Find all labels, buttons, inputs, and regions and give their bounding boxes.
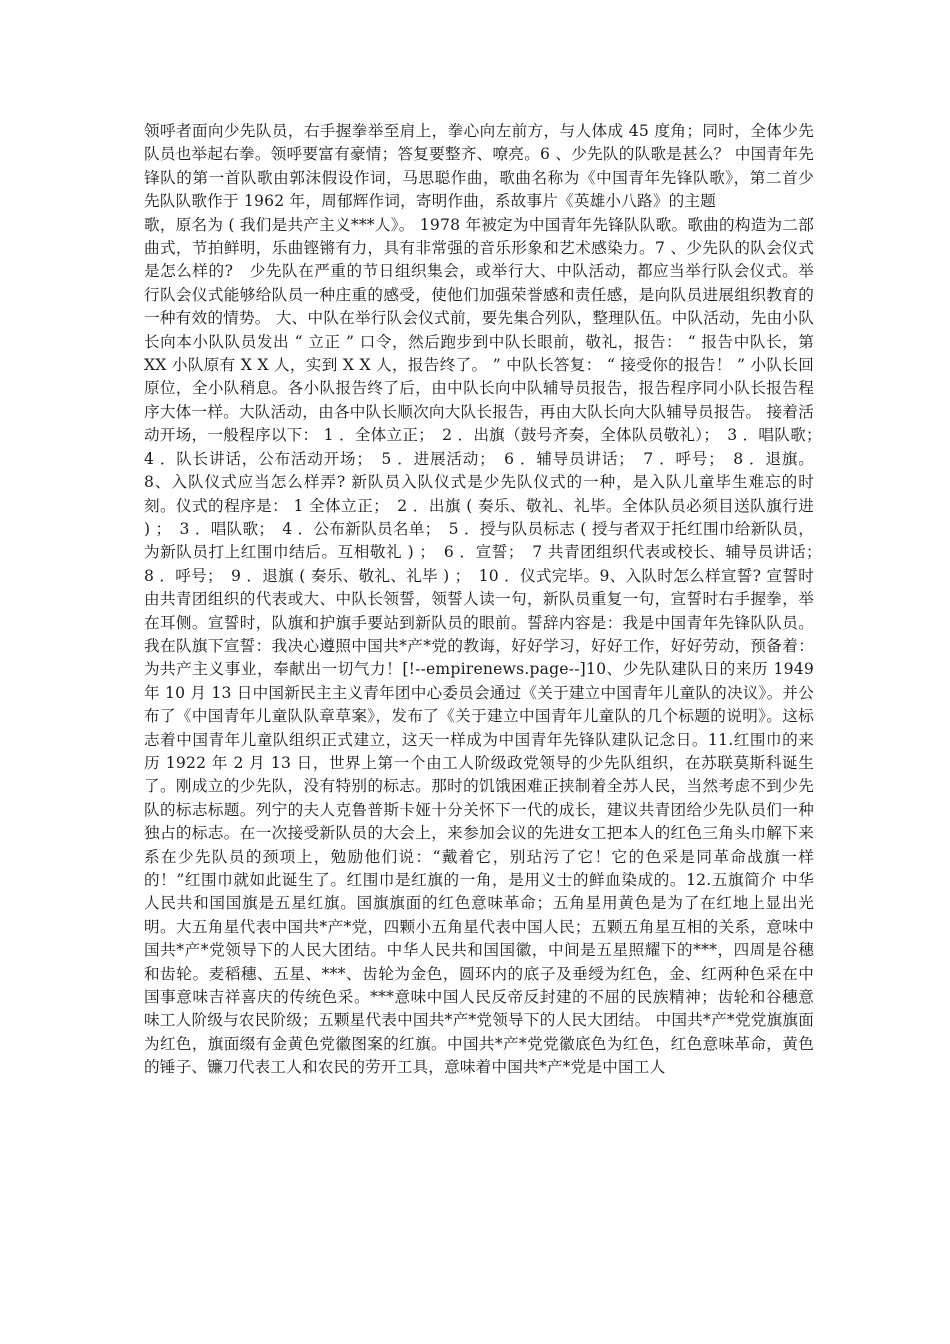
body-text: [144, 120, 830, 1080]
paragraph: 歌，原名为 ( 我们是共产主义***人》。 1978 年被定为中国青年先锋队队歌。歌曲的构造为二部曲式，节拍鲜明，乐曲铿锵有力，具有非常强的音乐形象和艺术感染力。7 、少先队的队会仪式是怎么样的? 少先队在严重的节日组织集会，或举行大、中队活动，都应当举行队会仪式。举行队会仪式能够给队员一种庄重的感受，使他们加强荣誉感和责任感，是向队员进展组织教育的一种有效的情势。 大、中队在举行队会仪式前，要先集合列队，整理队伍。中队活动，先由小队长向本小队队员发出 “ 立正 ” 口令，然后跑步到中队长眼前，敬礼，报告： “ 报告中队长，第 XX 小队原有 X X 人，实到 X X 人，报告终了。 ” 中队长答复： “ 接受你的报告！ ” 小队长回原位，全小队稍息。各小队报告终了后，由中队长向中队辅导员报告，报告程序同小队长报告程序大体一样。大队活动，由各中队长顺次向大队长报告，再由大队长向大队辅导员报告。 接着活动开场，一般程序以下： 1 ．全体立正； 2 ．出旗（鼓号齐奏，全体队员敬礼）； 3 ．唱队歌； 4 ．队长讲话，公布活动开场； 5 ．进展活动； 6 ．辅导员讲话； 7 ．呼号； 8 ．退旗。8、入队仪式应当怎么样弄? 新队员入队仪式是少先队仪式的一种，是入队儿童毕生难忘的时刻。仪式的程序是： 1 全体立正； 2 ．出旗 ( 奏乐、敬礼、礼毕。全体队员必须目送队旗行进 ) ； 3 ．唱队歌； 4 ．公布新队员名单； 5 ．授与队员标志 ( 授与者双于托红围巾给新队员，为新队员打上红围巾结后。互相敬礼 ) ； 6 ．宣誓； 7 共青团组织代表或校长、辅导员讲话； 8 ．呼号； 9 ．退旗 ( 奏乐、敬礼、礼毕 ) ； 10 ．仪式完毕。9、入队时怎么样宣誓? 宣誓时由共青团组织的代表或大、中队长领誓，领誓人读一句，新队员重复一句，宣誓时右手握拳，举在耳侧。宣誓时，队旗和护旗手要站到新队员的眼前。誓辞内容是：我是中国青年先锋队队员。我在队旗下宣誓：我决心遵照中国共*产*党的教诲，好好学习，好好工作，好好劳动，预备着：为共产主义事业，奉献出一切气力！[!--empirenews.page--]10、少先队建队日的来历 1949 年 10 月 13 日中国新民主主义青年团中心委员会通过《关于建立中国青年儿童队的决议》。并公布了《中国青年儿童队队章草案》，发布了《关于建立中国青年儿童队的几个标题的说明》。这标志着中国青年儿童队组织正式建立，这天一样成为中国青年先锋队建队记念日。11.红围巾的来历 1922 年 2 月 13 日，世界上第一个由工人阶级政党领导的少先队组织，在苏联莫斯科诞生了。刚成立的少先队，没有特别的标志。那时的饥饿困难正挟制着全苏人民，当然考虑不到少先队的标志标题。列宁的夫人克鲁普斯卡娅十分关怀下一代的成长，建议共青团给少先队员们一种独占的标志。在一次接受新队员的大会上，来参加会议的先进女工把本人的红色三角头巾解下来系在少先队员的颈项上，勉励他们说：“戴着它，别玷污了它！它的色采是同革命战旗一样的！”红围巾就如此诞生了。红围巾是红旗的一角，是用义士的鲜血染成的。12.五旗简介 中华人民共和国国旗是五星红旗。国旗旗面的红色意味革命；五角星用黄色是为了在红地上显出光明。大五角星代表中国共*产*党，四颗小五角星代表中国人民；五颗五角星互相的关系，意味中国共*产*党领导下的人民大团结。中华人民共和国国徽，中间是五星照耀下的***，四周是谷穗和齿轮。麦稻穗、五星、***、齿轮为金色，圆环内的底子及垂绶为红色，金、红两种色采在中国事意味吉祥喜庆的传统色采。***意味中国人民反帝反封建的不屈的民族精神；齿轮和谷穗意味工人阶级与农民阶级；五颗星代表中国共*产*党领导下的人民大团结。 中国共*产*党党旗旗面为红色，旗面缀有金黄色党徽图案的红旗。中国共*产*党党徽底色为红色，红色意味革命，黄色的锤子、镰刀代表工人和农民的劳开工具，意味着中国共*产*党是中国工人: [144, 215, 830, 1077]
paragraph: 领呼者面向少先队员，右手握拳举至肩上，拳心向左前方，与人体成 45 度角；同时，全体少先队员也举起右拳。领呼要富有豪情；答复要整齐、嘹亮。6 、少先队的队歌是甚么？ 中国青年先锋队的第一首队歌由郭沫假设作词，马思聪作曲，歌曲名称为《中国青年先锋队歌》，第二首少先队队歌作于 1962 年，周郁辉作词，寄明作曲，系故事片《英雄小八路》的主题: [144, 122, 814, 211]
